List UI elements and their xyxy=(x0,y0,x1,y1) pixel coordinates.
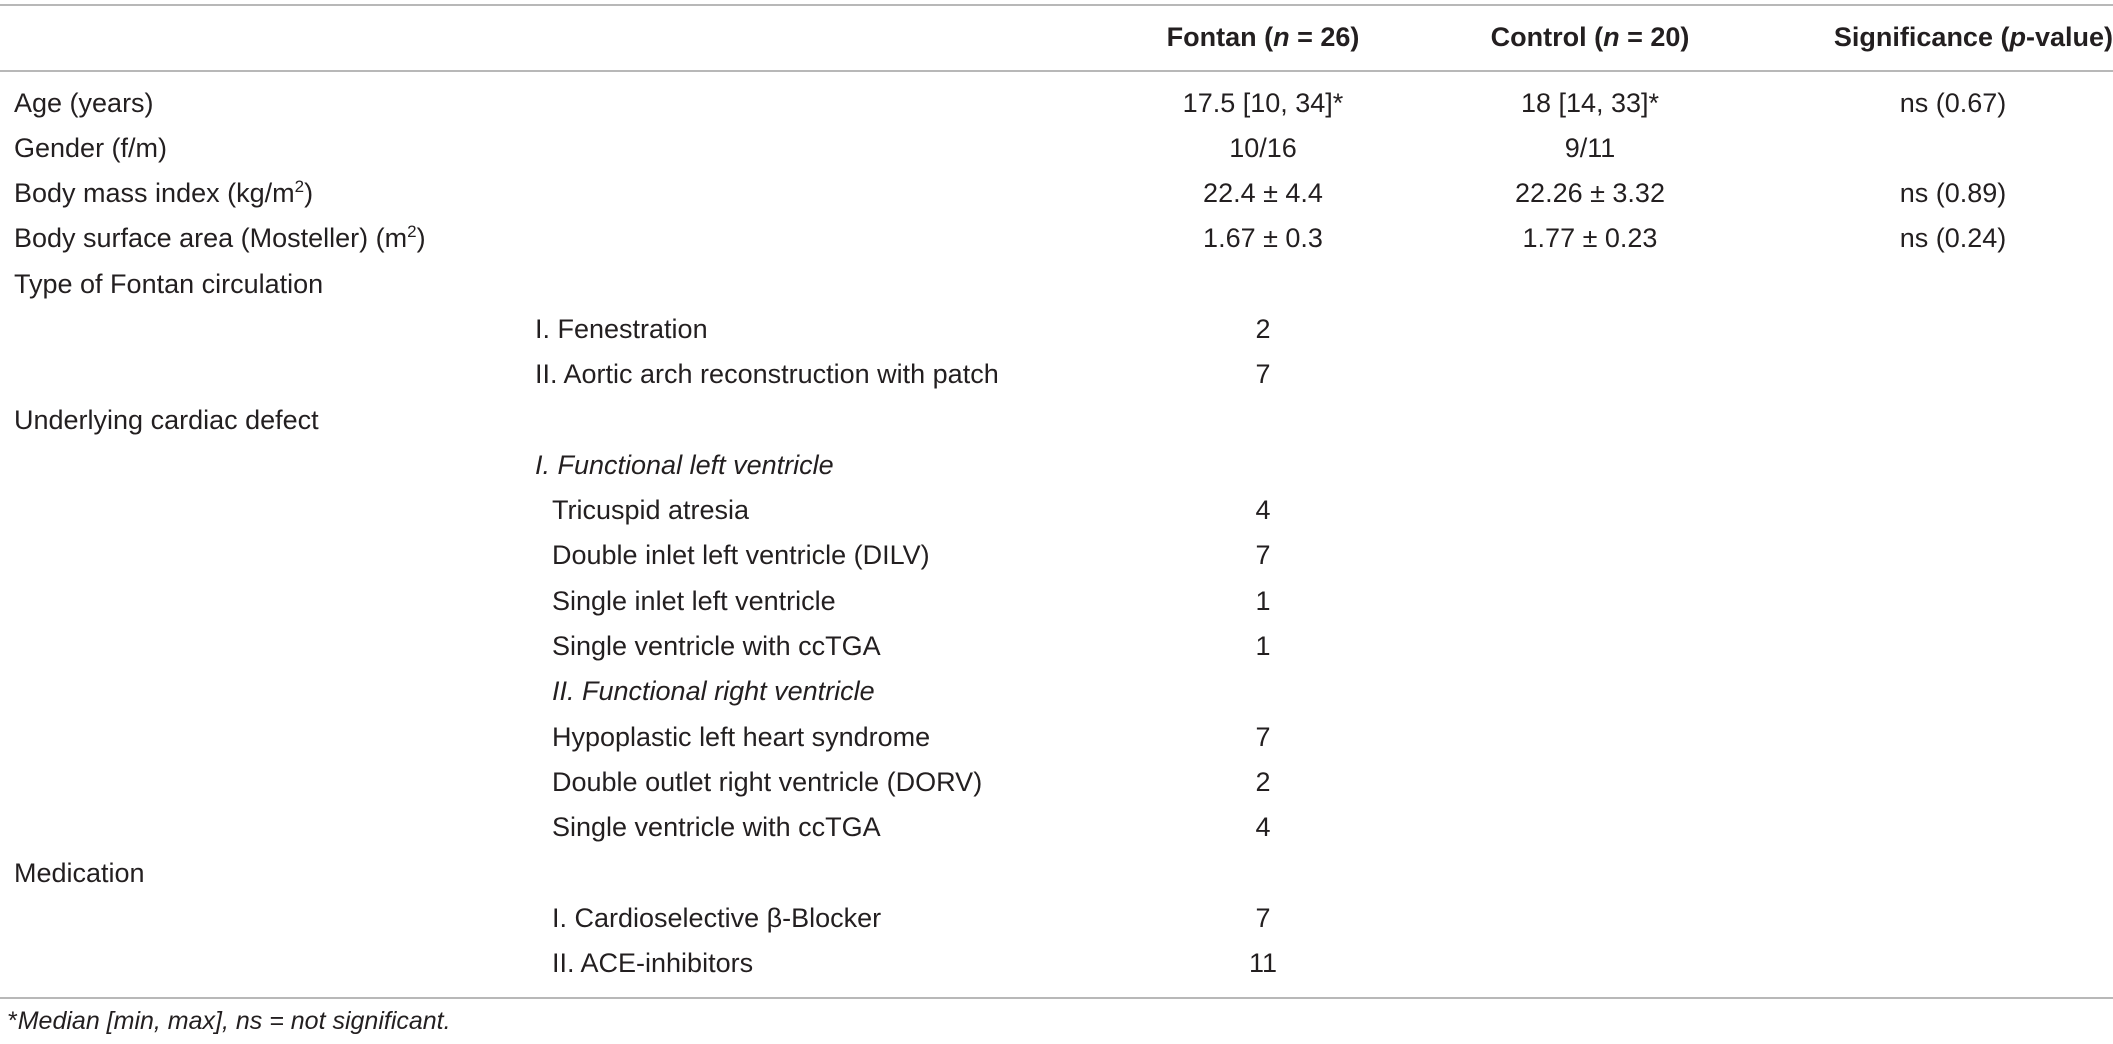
row-label: Body surface area (Mosteller) $(m^2)$ xyxy=(14,222,426,253)
row-label: Medication xyxy=(14,858,145,888)
row-label: Type of Fontan circulation xyxy=(14,269,324,299)
table-row-fenestration xyxy=(0,307,2113,352)
fontan-value: 4 xyxy=(1255,812,1271,842)
control-value: 18 [14, 33]* xyxy=(1520,88,1660,118)
table-bottom-rule xyxy=(0,997,2113,999)
table-row-dorv xyxy=(0,760,2113,805)
row-sublabel: Double inlet left ventricle (DILV) xyxy=(552,540,930,570)
fontan-value: 11 xyxy=(1248,948,1278,978)
row-label: Gender (f/m) xyxy=(14,133,168,163)
table-row-age xyxy=(0,81,2113,126)
row-sublabel: II. ACE-inhibitors xyxy=(552,948,754,978)
control-value: 9/11 xyxy=(1564,133,1616,163)
fontan-value: 17.5 [10, 34]* xyxy=(1182,88,1344,118)
table-row-medication xyxy=(0,851,2113,896)
row-sublabel: Single inlet left ventricle xyxy=(552,586,836,616)
fontan-value: 2 xyxy=(1255,767,1271,797)
header-control: Control (n = 20) xyxy=(1490,22,1690,52)
row-sublabel: Single ventricle with ccTGA xyxy=(552,631,881,661)
row-sublabel: Single ventricle with ccTGA xyxy=(552,812,881,842)
table-row-bsa xyxy=(0,216,2113,261)
fontan-value: 2 xyxy=(1255,314,1271,344)
row-sublabel: Tricuspid atresia xyxy=(552,495,750,525)
table-row-dilv xyxy=(0,533,2113,578)
table-row-fontan-type xyxy=(0,262,2113,307)
significance-value: ns (0.89) xyxy=(1899,178,2007,208)
row-label: Body mass index $(kg/m^2)$ xyxy=(14,177,314,208)
table-row-aortic-arch xyxy=(0,352,2113,397)
table-row-bmi xyxy=(0,171,2113,216)
row-sublabel: I. Cardioselective β-Blocker xyxy=(552,903,882,933)
header-significance: Significance (p-value) xyxy=(1833,22,2113,52)
group-title: I. Functional left ventricle xyxy=(535,450,834,480)
table-row-beta-blocker xyxy=(0,896,2113,941)
table-row-hlhs xyxy=(0,715,2113,760)
fontan-value: 22.4 ± 4.4 xyxy=(1203,178,1323,208)
fontan-value: 4 xyxy=(1255,495,1271,525)
table-row-ace-inhibitors xyxy=(0,941,2113,986)
fontan-value: 1.67 ± 0.3 xyxy=(1203,223,1323,253)
table-row-gender xyxy=(0,126,2113,171)
table-footnote: *Median [min, max], ns = not significant. xyxy=(8,1007,451,1035)
fontan-value: 1 xyxy=(1255,586,1271,616)
significance-value: ns (0.24) xyxy=(1899,223,2007,253)
row-label: Age (years) xyxy=(14,88,154,118)
table-row-group-left-ventricle xyxy=(0,443,2113,488)
fontan-value: 7 xyxy=(1255,359,1271,389)
table-row-single-inlet-lv xyxy=(0,579,2113,624)
row-sublabel: II. Aortic arch reconstruction with patch xyxy=(535,359,999,389)
header-fontan: Fontan (n = 26) xyxy=(1166,22,1360,52)
table-header-rule xyxy=(0,70,2113,72)
fontan-value: 7 xyxy=(1255,540,1271,570)
table-row-single-ventricle-cctga-lv xyxy=(0,624,2113,669)
row-sublabel: Hypoplastic left heart syndrome xyxy=(552,722,931,752)
row-label: Underlying cardiac defect xyxy=(14,405,319,435)
table-row-single-ventricle-cctga-rv xyxy=(0,805,2113,850)
table-row-tricuspid-atresia xyxy=(0,488,2113,533)
fontan-value: 1 xyxy=(1255,631,1271,661)
row-sublabel: I. Fenestration xyxy=(535,314,708,344)
control-value: 1.77 ± 0.23 xyxy=(1522,223,1658,253)
fontan-value: 10/16 xyxy=(1229,133,1297,163)
significance-value: ns (0.67) xyxy=(1899,88,2007,118)
table-top-rule xyxy=(0,4,2113,6)
table-row-group-right-ventricle xyxy=(0,669,2113,714)
fontan-value: 7 xyxy=(1255,722,1271,752)
group-title: II. Functional right ventricle xyxy=(552,676,875,706)
control-value: 22.26 ± 3.32 xyxy=(1515,178,1665,208)
table-row-cardiac-defect xyxy=(0,398,2113,443)
row-sublabel: Double outlet right ventricle (DORV) xyxy=(552,767,983,797)
fontan-value: 7 xyxy=(1255,903,1271,933)
